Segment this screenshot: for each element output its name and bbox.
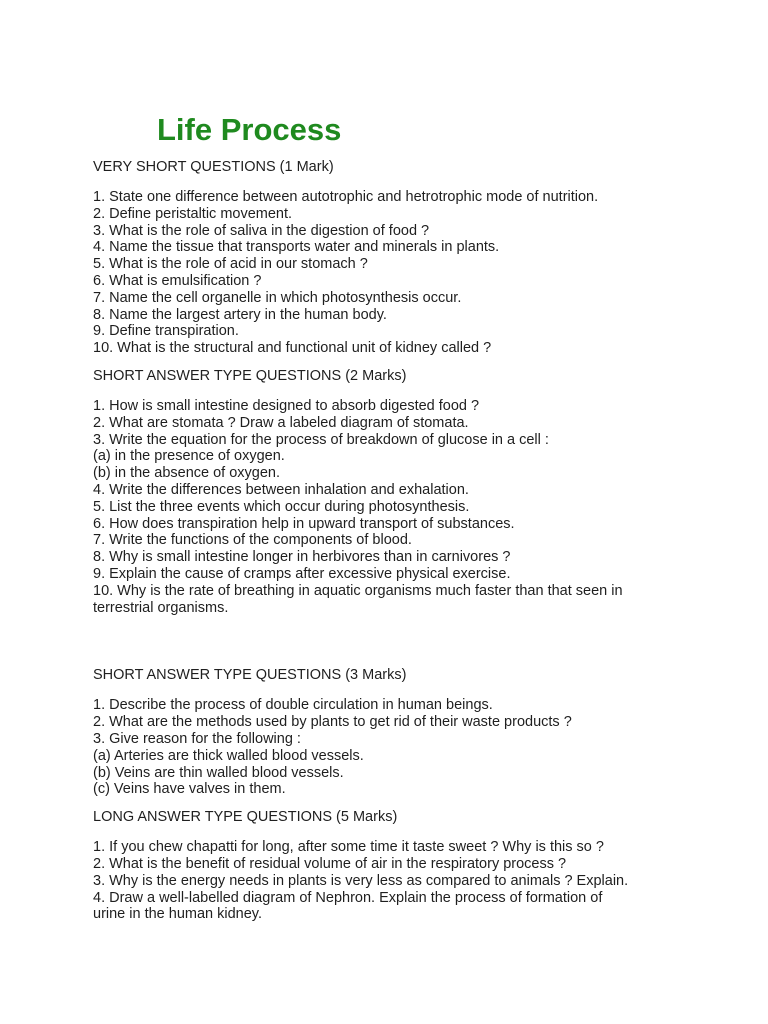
question-list [93,189,693,357]
section-long-5-marks [93,809,693,923]
question-line: 1. State one difference between autotrophic and hetrotrophic mode of nutrition. [93,189,599,205]
section-heading: SHORT ANSWER TYPE QUESTIONS (3 Marks) [93,667,407,684]
question-line: 10. Why is the rate of breathing in aquatic organisms much faster than that seen in [93,582,623,599]
question-line: 7. Write the functions of the components of blood. [93,532,412,549]
question-line: (b) Veins are thin walled blood vessels. [93,764,344,781]
question-line: (a) Arteries are thick walled blood vessels. [93,747,364,764]
page-title: Life Process [157,112,342,147]
question-line: 3. Write the equation for the process of breakdown of glucose in a cell : [93,431,549,448]
question-line: 4. Write the differences between inhalation and exhalation. [93,481,469,498]
section-heading: SHORT ANSWER TYPE QUESTIONS (2 Marks) [93,367,407,384]
document-page [93,111,693,934]
question-list [93,398,693,616]
question-line: 5. List the three events which occur during photosynthesis. [93,498,470,515]
question-line: 4. Name the tissue that transports water and minerals in plants. [93,239,500,256]
question-line: 3. Why is the energy needs in plants is very less as compared to animals ? Explain. [93,872,629,889]
question-line: 10. What is the structural and functional unit of kidney called ? [93,340,492,357]
question-line: 1. How is small intestine designed to absorb digested food ? [93,397,480,414]
question-line: 7. Name the cell organelle in which photosynthesis occur. [93,289,462,306]
question-line: 4. Draw a well-labelled diagram of Nephron. Explain the process of formation of [93,889,603,906]
question-line: 2. Define peristaltic movement. [93,205,293,222]
question-line: 1. Describe the process of double circulation in human beings. [93,697,493,714]
question-line: 9. Explain the cause of cramps after excessive physical exercise. [93,565,511,582]
question-line: 9. Define transpiration. [93,323,239,340]
question-line: (c) Veins have valves in them. [93,781,286,798]
question-line: 2. What are stomata ? Draw a labeled diagram of stomata. [93,414,469,431]
question-line: 5. What is the role of acid in our stomach ? [93,256,368,273]
section-heading: VERY SHORT QUESTIONS (1 Mark) [93,159,334,175]
question-line: 8. Why is small intestine longer in herbivores than in carnivores ? [93,549,511,566]
question-line: 2. What is the benefit of residual volume of air in the respiratory process ? [93,855,567,872]
question-line: 1. If you chew chapatti for long, after some time it taste sweet ? Why is this so ? [93,839,604,856]
question-line: 8. Name the largest artery in the human body. [93,306,387,323]
section-short-2-marks [93,368,693,616]
question-line: urine in the human kidney. [93,906,263,923]
section-very-short [93,159,693,357]
question-line: terrestrial organisms. [93,599,229,616]
section-short-3-marks [93,667,693,798]
question-line: 6. How does transpiration help in upward transport of substances. [93,515,515,532]
question-line: 3. Give reason for the following : [93,730,301,747]
question-line: 6. What is emulsification ? [93,272,262,289]
section-heading: LONG ANSWER TYPE QUESTIONS (5 Marks) [93,809,398,826]
question-line: (a) in the presence of oxygen. [93,448,285,465]
question-line: 3. What is the role of saliva in the digestion of food ? [93,222,430,239]
question-line: (b) in the absence of oxygen. [93,465,281,482]
question-list [93,697,693,798]
question-list [93,839,693,923]
question-line: 2. What are the methods used by plants to get rid of their waste products ? [93,714,572,731]
